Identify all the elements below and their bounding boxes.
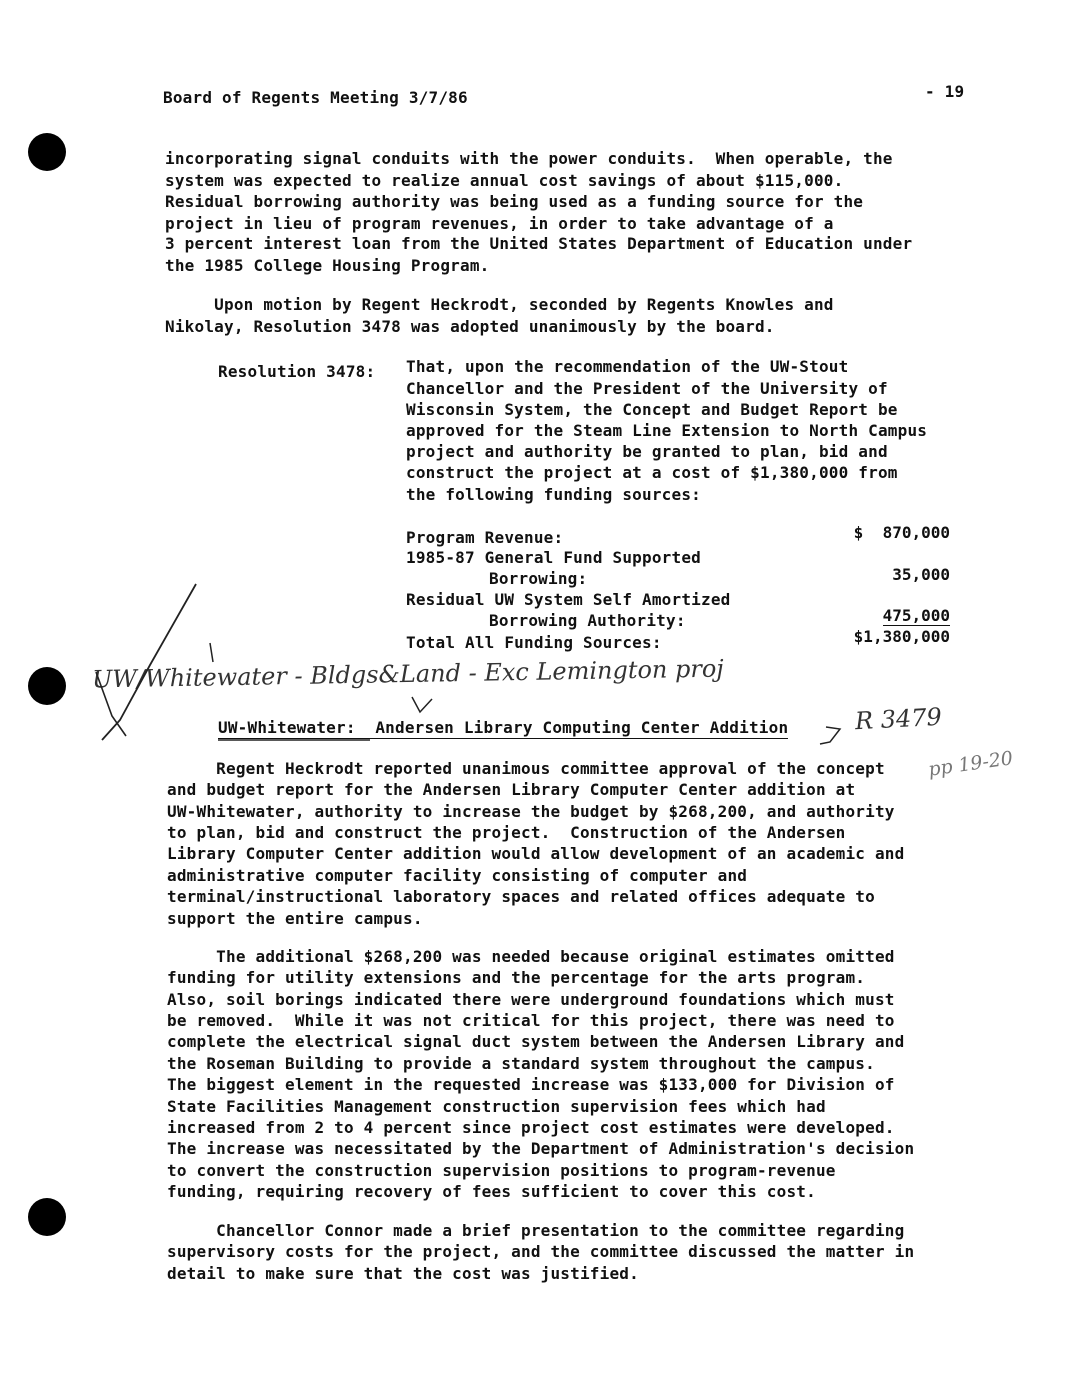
section-heading: UW-Whitewater: Andersen Library Computing Center Addition — [218, 718, 789, 737]
text-line: The biggest element in the requested increase was $133,000 for Division of — [167, 1075, 895, 1094]
text-line: Library Computer Center addition would allow development of an academic and — [167, 844, 905, 863]
funding-label: Borrowing: — [489, 569, 588, 588]
text-line: the Roseman Building to provide a standard system throughout the campus. — [167, 1054, 875, 1073]
resolution-line: the following funding sources: — [406, 485, 701, 504]
funding-label: Residual UW System Self Amortized — [406, 590, 731, 609]
text-line: funding for utility extensions and the percentage for the arts program. — [167, 968, 866, 987]
funding-amount: $ 870,000 — [853, 523, 950, 542]
text-line: State Facilities Management construction supervision fees which had — [167, 1097, 826, 1116]
text-line: Also, soil borings indicated there were underground foundations which must — [167, 990, 895, 1009]
text-line: funding, requiring recovery of fees sufficient to cover this cost. — [167, 1182, 816, 1201]
text-line: incorporating signal conduits with the power conduits. When operable, the — [165, 149, 893, 168]
text-line: system was expected to realize annual cost savings of about $115,000. — [165, 171, 844, 190]
resolution-line: That, upon the recommendation of the UW-Stout — [406, 357, 849, 376]
page-number: - 19 — [925, 82, 965, 101]
handwritten-margin-note: UW/Whitewater - Bldgs&Land - Exc Lemington proj — [91, 654, 724, 694]
text-line: Nikolay, Resolution 3478 was adopted unanimously by the board. — [165, 317, 775, 336]
resolution-line: Chancellor and the President of the University of — [406, 379, 888, 398]
funding-label: 1985-87 General Fund Supported — [406, 548, 701, 567]
text-line: support the entire campus. — [167, 909, 423, 928]
text-line: administrative computer facility consisting of computer and — [167, 866, 748, 885]
text-line: Regent Heckrodt reported unanimous committee approval of the concept — [167, 759, 885, 778]
resolution-line: project and authority be granted to plan, bid and — [406, 442, 888, 461]
text-line: 3 percent interest loan from the United States Department of Education under — [165, 234, 913, 253]
text-line: UW-Whitewater, authority to increase the budget by $268,200, and authority — [167, 802, 895, 821]
text-line: and budget report for the Andersen Library Computer Center addition at — [167, 780, 856, 799]
text-line: The additional $268,200 was needed because original estimates omitted — [167, 947, 895, 966]
text-line: project in lieu of program revenues, in order to take advantage of a — [165, 214, 834, 233]
text-line: detail to make sure that the cost was justified. — [167, 1264, 639, 1283]
text-line: Chancellor Connor made a brief presentation to the committee regarding — [167, 1221, 905, 1240]
funding-total-label: Total All Funding Sources: — [406, 633, 662, 652]
text-line: terminal/instructional laboratory spaces and related offices adequate to — [167, 887, 875, 906]
text-line: Residual borrowing authority was being used as a funding source for the — [165, 192, 864, 211]
funding-amount: 35,000 — [892, 565, 950, 584]
funding-label: Borrowing Authority: — [489, 611, 686, 630]
resolution-line: Wisconsin System, the Concept and Budget Report be — [406, 400, 898, 419]
text-line: The increase was necessitated by the Department of Administration's decision — [167, 1139, 915, 1158]
text-line: be removed. While it was not critical for this project, there was need to — [167, 1011, 895, 1030]
text-line: to plan, bid and construct the project. Construction of the Andersen — [167, 823, 846, 842]
text-line: to convert the construction supervision positions to program-revenue — [167, 1161, 836, 1180]
funding-amount: 475,000 — [882, 606, 950, 625]
resolution-label: Resolution 3478: — [218, 362, 376, 381]
handwritten-pages-ref: pp 19-20 — [926, 747, 1015, 781]
handwritten-resolution-ref: R 3479 — [854, 702, 943, 736]
resolution-line: approved for the Steam Line Extension to North Campus — [406, 421, 928, 440]
text-line: supervisory costs for the project, and the committee discussed the matter in — [167, 1242, 915, 1261]
text-line: the 1985 College Housing Program. — [165, 256, 490, 275]
funding-label: Program Revenue: — [406, 528, 564, 547]
resolution-line: construct the project at a cost of $1,380,000 from — [406, 463, 898, 482]
text-line: Upon motion by Regent Heckrodt, seconded by Regents Knowles and — [165, 295, 834, 314]
page-header-title: Board of Regents Meeting 3/7/86 — [163, 88, 468, 107]
text-line: complete the electrical signal duct system between the Andersen Library and — [167, 1032, 905, 1051]
text-line: increased from 2 to 4 percent since project cost estimates were developed. — [167, 1118, 895, 1137]
funding-total-amount: $1,380,000 — [853, 627, 950, 646]
